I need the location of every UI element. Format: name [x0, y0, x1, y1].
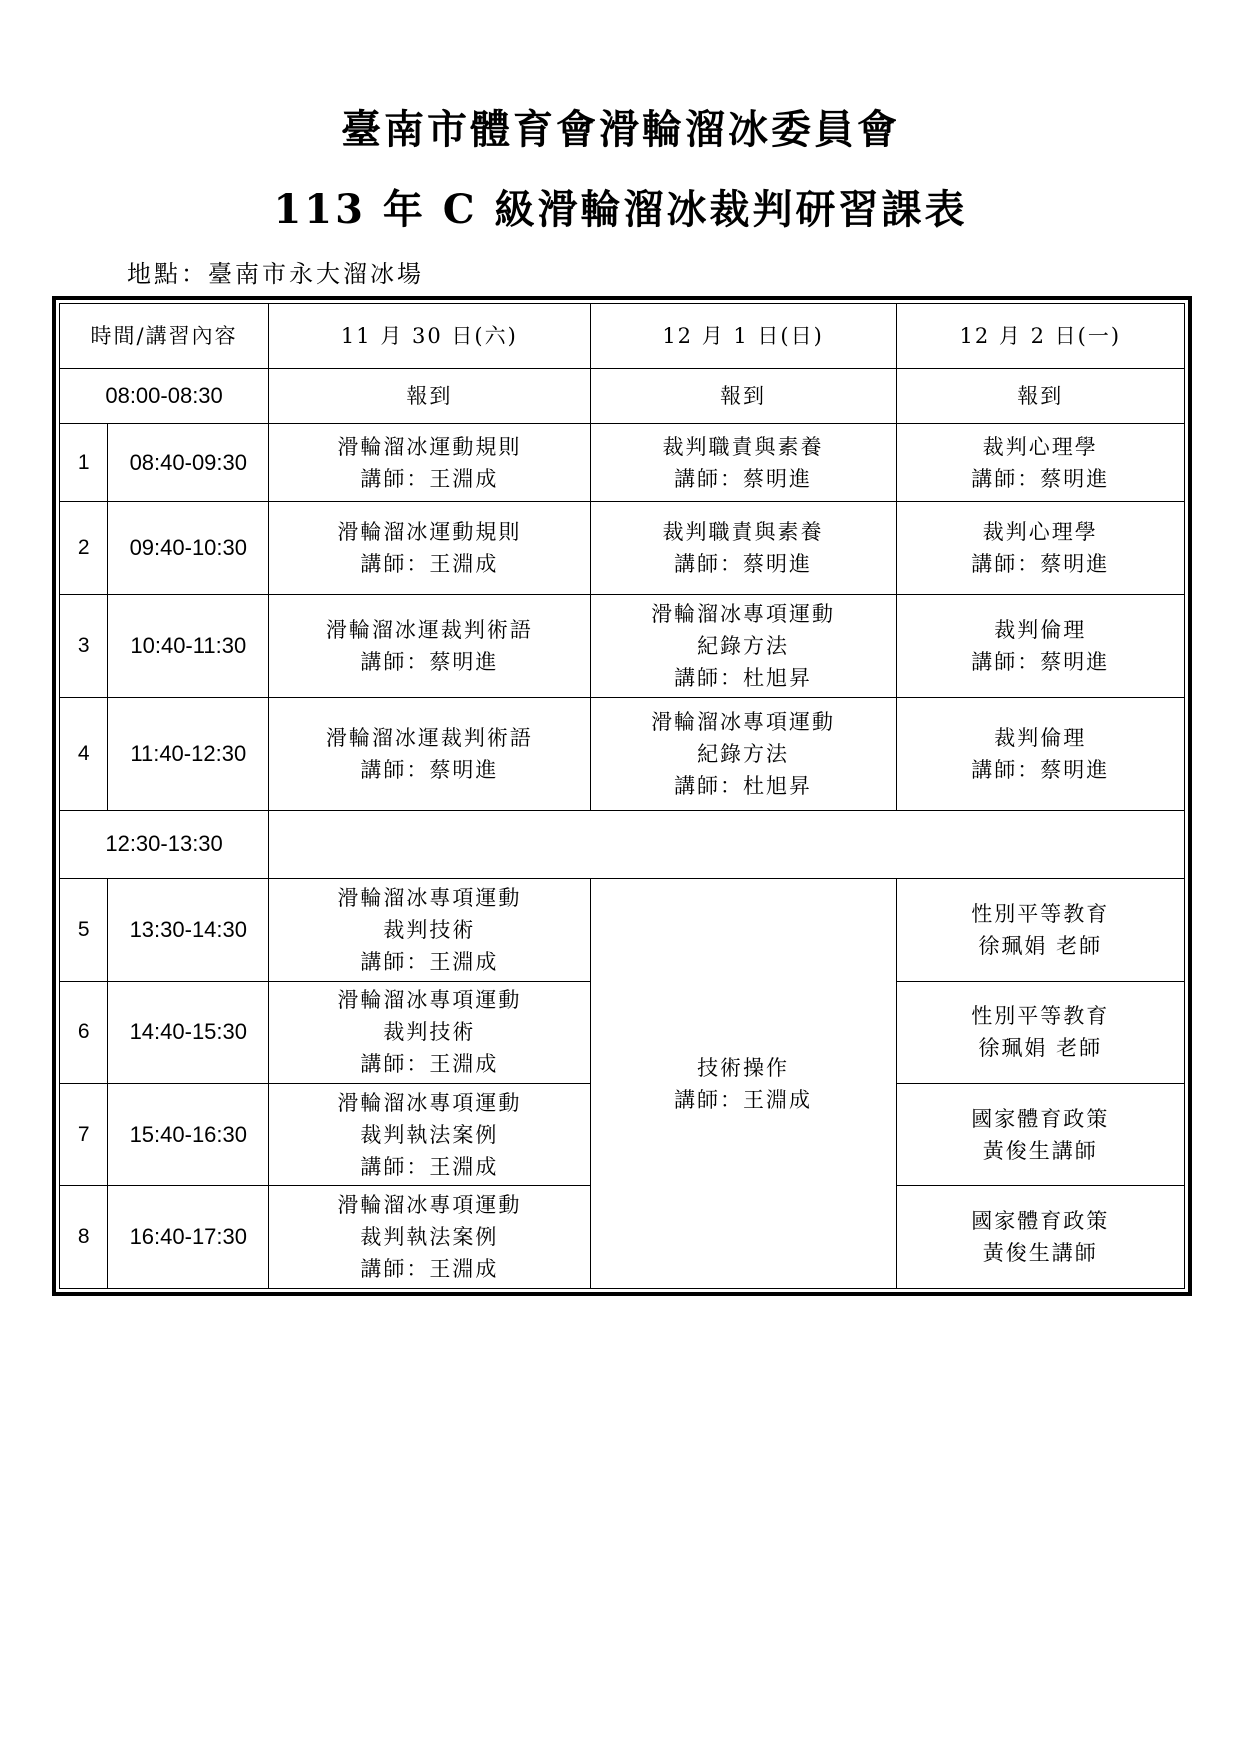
- course-title: 滑輪溜冰專項運動: [651, 709, 836, 734]
- table-row: [60, 697, 1185, 810]
- instructor: 講師：蔡明進: [971, 466, 1110, 491]
- instructor: 講師：杜旭昇: [674, 666, 813, 691]
- session-time: 11:40-12:30: [108, 697, 269, 810]
- table-row: [60, 424, 1185, 502]
- instructor: 講師：蔡明進: [971, 552, 1110, 577]
- instructor: 講師：杜旭昇: [674, 773, 813, 798]
- course-title: 滑輪溜冰專項運動: [651, 602, 836, 627]
- course-subtitle: 裁判執法案例: [360, 1225, 499, 1250]
- registration-day-3: 報到: [896, 369, 1184, 424]
- course-subtitle: 紀錄方法: [697, 741, 790, 766]
- session-cell-day-2: [590, 697, 896, 810]
- course-title: 滑輪溜冰運動規則: [337, 520, 522, 545]
- session-cell-day-3: [896, 1084, 1184, 1186]
- session-cell-day-3: [896, 595, 1184, 697]
- session-cell-day-3: [896, 502, 1184, 595]
- session-cell-day-2: [590, 595, 896, 697]
- session-number: 1: [60, 424, 108, 502]
- session-cell-day-2-afternoon: [590, 879, 896, 1289]
- session-cell-day-1: [269, 595, 590, 697]
- session-time: 10:40-11:30: [108, 595, 269, 697]
- session-cell-day-1: [269, 424, 590, 502]
- course-subtitle: 裁判技術: [383, 917, 476, 942]
- schedule-frame: [52, 296, 1192, 1296]
- course-title: 滑輪溜冰專項運動: [337, 1090, 522, 1115]
- course-title: 裁判心理學: [982, 520, 1098, 545]
- course-title: 性別平等教育: [971, 1004, 1110, 1029]
- instructor: 講師：蔡明進: [971, 757, 1110, 782]
- instructor: 徐珮娟 老師: [978, 1036, 1103, 1061]
- course-title: 裁判職責與素養: [662, 520, 824, 545]
- course-title: 滑輪溜冰專項運動: [337, 1193, 522, 1218]
- session-cell-day-1: [269, 1186, 590, 1289]
- table-row: [60, 879, 1185, 981]
- course-subtitle: 紀錄方法: [697, 634, 790, 659]
- session-time: 16:40-17:30: [108, 1186, 269, 1289]
- course-title: 滑輪溜冰運裁判術語: [325, 725, 533, 750]
- instructor: 黃俊生講師: [982, 1241, 1098, 1266]
- course-subtitle: 裁判執法案例: [360, 1122, 499, 1147]
- session-cell-day-3: [896, 981, 1184, 1083]
- lunch-break-cell: [269, 810, 1185, 879]
- session-time: 15:40-16:30: [108, 1084, 269, 1186]
- instructor: 講師：王淵成: [674, 1087, 813, 1112]
- session-cell-day-1: [269, 1084, 590, 1186]
- instructor: 講師：蔡明進: [674, 466, 813, 491]
- course-title: 裁判倫理: [994, 725, 1087, 750]
- page-title: 臺南市體育會滑輪溜冰委員會: [341, 106, 900, 153]
- session-number: 5: [60, 879, 108, 981]
- instructor: 講師：蔡明進: [360, 650, 499, 675]
- location-text: 地點：臺南市永大溜冰場: [127, 260, 424, 288]
- course-title: 國家體育政策: [971, 1209, 1110, 1234]
- schedule-table: [59, 303, 1185, 1289]
- header-day-1: 11 月 30 日(六): [269, 304, 590, 369]
- session-cell-day-3: [896, 697, 1184, 810]
- registration-day-1: 報到: [269, 369, 590, 424]
- session-cell-day-1: [269, 502, 590, 595]
- course-title: 裁判職責與素養: [662, 434, 824, 459]
- session-number: 4: [60, 697, 108, 810]
- session-cell-day-1: [269, 879, 590, 981]
- session-cell-day-3: [896, 879, 1184, 981]
- session-cell-day-3: [896, 1186, 1184, 1289]
- header-day-3: 12 月 2 日(一): [896, 304, 1184, 369]
- registration-day-2: 報到: [590, 369, 896, 424]
- instructor: 講師：王淵成: [360, 1154, 499, 1179]
- session-number: 7: [60, 1084, 108, 1186]
- instructor: 講師：蔡明進: [360, 757, 499, 782]
- session-time: 13:30-14:30: [108, 879, 269, 981]
- course-title: 裁判倫理: [994, 618, 1087, 643]
- instructor: 徐珮娟 老師: [978, 933, 1103, 958]
- session-time: 14:40-15:30: [108, 981, 269, 1083]
- registration-time: 08:00-08:30: [60, 369, 269, 424]
- table-row: [60, 502, 1185, 595]
- course-title: 滑輪溜冰專項運動: [337, 988, 522, 1013]
- session-number: 3: [60, 595, 108, 697]
- instructor: 講師：王淵成: [360, 466, 499, 491]
- page-subtitle: 113 年 C 級滑輪溜冰裁判研習課表: [273, 186, 968, 233]
- instructor: 講師：蔡明進: [674, 552, 813, 577]
- lunch-time: 12:30-13:30: [60, 810, 269, 879]
- course-title: 滑輪溜冰專項運動: [337, 885, 522, 910]
- registration-row: [60, 369, 1185, 424]
- header-day-2: 12 月 1 日(日): [590, 304, 896, 369]
- session-time: 09:40-10:30: [108, 502, 269, 595]
- instructor: 講師：王淵成: [360, 1257, 499, 1282]
- session-cell-day-3: [896, 424, 1184, 502]
- instructor: 講師：王淵成: [360, 949, 499, 974]
- course-title: 滑輪溜冰運裁判術語: [325, 618, 533, 643]
- lunch-row: [60, 810, 1185, 879]
- session-number: 6: [60, 981, 108, 1083]
- course-title: 國家體育政策: [971, 1106, 1110, 1131]
- session-time: 08:40-09:30: [108, 424, 269, 502]
- session-cell-day-2: [590, 502, 896, 595]
- course-title: 裁判心理學: [982, 434, 1098, 459]
- session-cell-day-1: [269, 981, 590, 1083]
- course-title: 技術操作: [697, 1055, 790, 1080]
- header-row: [60, 304, 1185, 369]
- session-number: 8: [60, 1186, 108, 1289]
- course-subtitle: 裁判技術: [383, 1020, 476, 1045]
- instructor: 講師：王淵成: [360, 1052, 499, 1077]
- course-title: 性別平等教育: [971, 901, 1110, 926]
- table-row: [60, 595, 1185, 697]
- header-time-content: 時間/講習內容: [60, 304, 269, 369]
- instructor: 黃俊生講師: [982, 1138, 1098, 1163]
- session-cell-day-2: [590, 424, 896, 502]
- course-title: 滑輪溜冰運動規則: [337, 434, 522, 459]
- session-cell-day-1: [269, 697, 590, 810]
- instructor: 講師：王淵成: [360, 552, 499, 577]
- session-number: 2: [60, 502, 108, 595]
- instructor: 講師：蔡明進: [971, 650, 1110, 675]
